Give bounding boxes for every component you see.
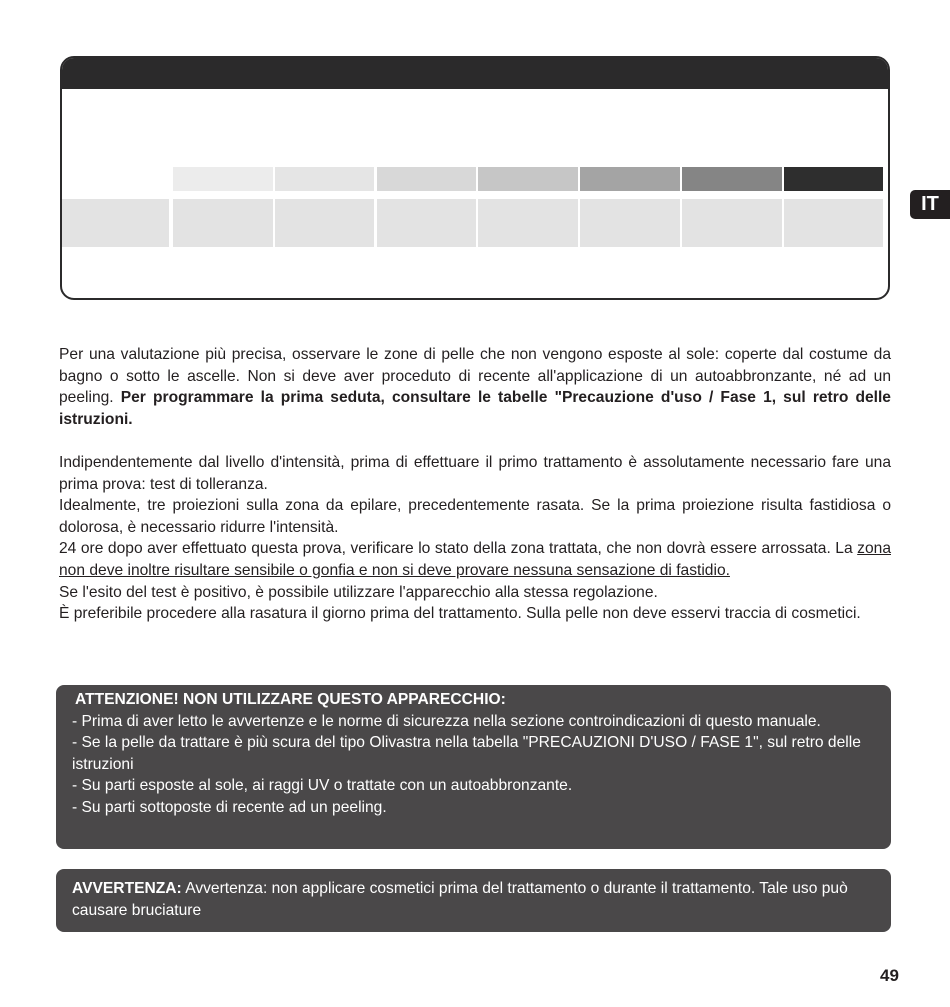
language-badge: IT [910, 190, 950, 219]
tone-swatch [580, 167, 680, 191]
bold-reference: Per programmare la prima seduta, consultare le tabelle "Precauzione d'uso / Fase 1, sul retro delle istruzioni. [59, 389, 891, 428]
paragraph-check-zone: 24 ore dopo aver effettuato questa prova, verificare lo stato della zona trattata, che non dovrà essere arrossata. La zona non deve inoltre risultare sensibile o gonfia e non si deve provare nessuna sensazione di fastidio. [59, 540, 891, 579]
tone-cell [784, 199, 884, 247]
tone-cell [682, 199, 782, 247]
table-header-bar [62, 58, 888, 89]
underlined-warning: zona non deve inoltre risultare sensibile o gonfia e non si deve provare nessuna sensazione di fastidio. [59, 540, 891, 579]
tone-swatch [377, 167, 477, 191]
paragraph-projections: Idealmente, tre proiezioni sulla zona da epilare, precedentemente rasata. Se la prima proiezione risulta fastidiosa o dolorosa, è necessario ridurre l'intensità. [59, 497, 891, 536]
tone-cell [478, 199, 578, 247]
paragraph-tolerance-test: Indipendentemente dal livello d'intensità, prima di effettuare il primo trattamento è assolutamente necessario fare una prima prova: test di tolleranza. [59, 453, 891, 493]
tone-cell [580, 199, 680, 247]
tone-cell [377, 199, 477, 247]
paragraph-test-result: Se l'esito del test è positivo, è possibile utilizzare l'apparecchio alla stessa regolazione. [59, 583, 658, 601]
tone-swatch [275, 167, 375, 191]
paragraph-assessment: Per una valutazione più precisa, osservare le zone di pelle che non vengono esposte al sole: coperte dal costume da bagno o sotto le ascelle. Non si deve aver proceduto di recente all'applicazione di un autoabbronzante, né ad un peeling. Per programmare la prima seduta, consultare le tabelle "Precauzione d'uso / Fase 1, sul retro delle istruzioni. [59, 346, 891, 428]
warning-item: - Su parti sottoposte di recente ad un peeling. [72, 798, 387, 816]
instructions-text [59, 344, 891, 625]
warning-item: - Su parti esposte al sole, ai raggi UV o trattate con un autoabbronzante. [72, 777, 573, 795]
tone-swatch [173, 167, 273, 191]
warning-box [56, 685, 891, 849]
caution-label: AVVERTENZA: [72, 880, 182, 897]
warning-item: - Se la pelle da trattare è più scura del tipo Olivastra nella tabella "PRECAUZIONI D'USO / FASE 1", sul retro delle istruzioni [72, 734, 861, 773]
warning-item: - Prima di aver letto le avvertenze e le norme di sicurezza nella sezione controindicazioni di questo manuale. [72, 712, 821, 730]
tone-swatch [478, 167, 578, 191]
skin-tone-table [60, 56, 890, 300]
caution-box [56, 869, 891, 932]
warning-title: ATTENZIONE! NON UTILIZZARE QUESTO APPARECCHIO: [75, 691, 506, 708]
page-number: 49 [880, 966, 899, 985]
tone-label-cell [62, 199, 169, 247]
caution-text: Avvertenza: non applicare cosmetici prima del trattamento o durante il trattamento. Tale uso può causare bruciature [72, 880, 848, 919]
paragraph-shaving: È preferibile procedere alla rasatura il giorno prima del trattamento. Sulla pelle non deve esservi traccia di cosmetici. [59, 605, 861, 623]
tone-swatch [682, 167, 782, 191]
tone-cell [275, 199, 375, 247]
tone-cell [173, 199, 273, 247]
tone-swatch [784, 167, 884, 191]
